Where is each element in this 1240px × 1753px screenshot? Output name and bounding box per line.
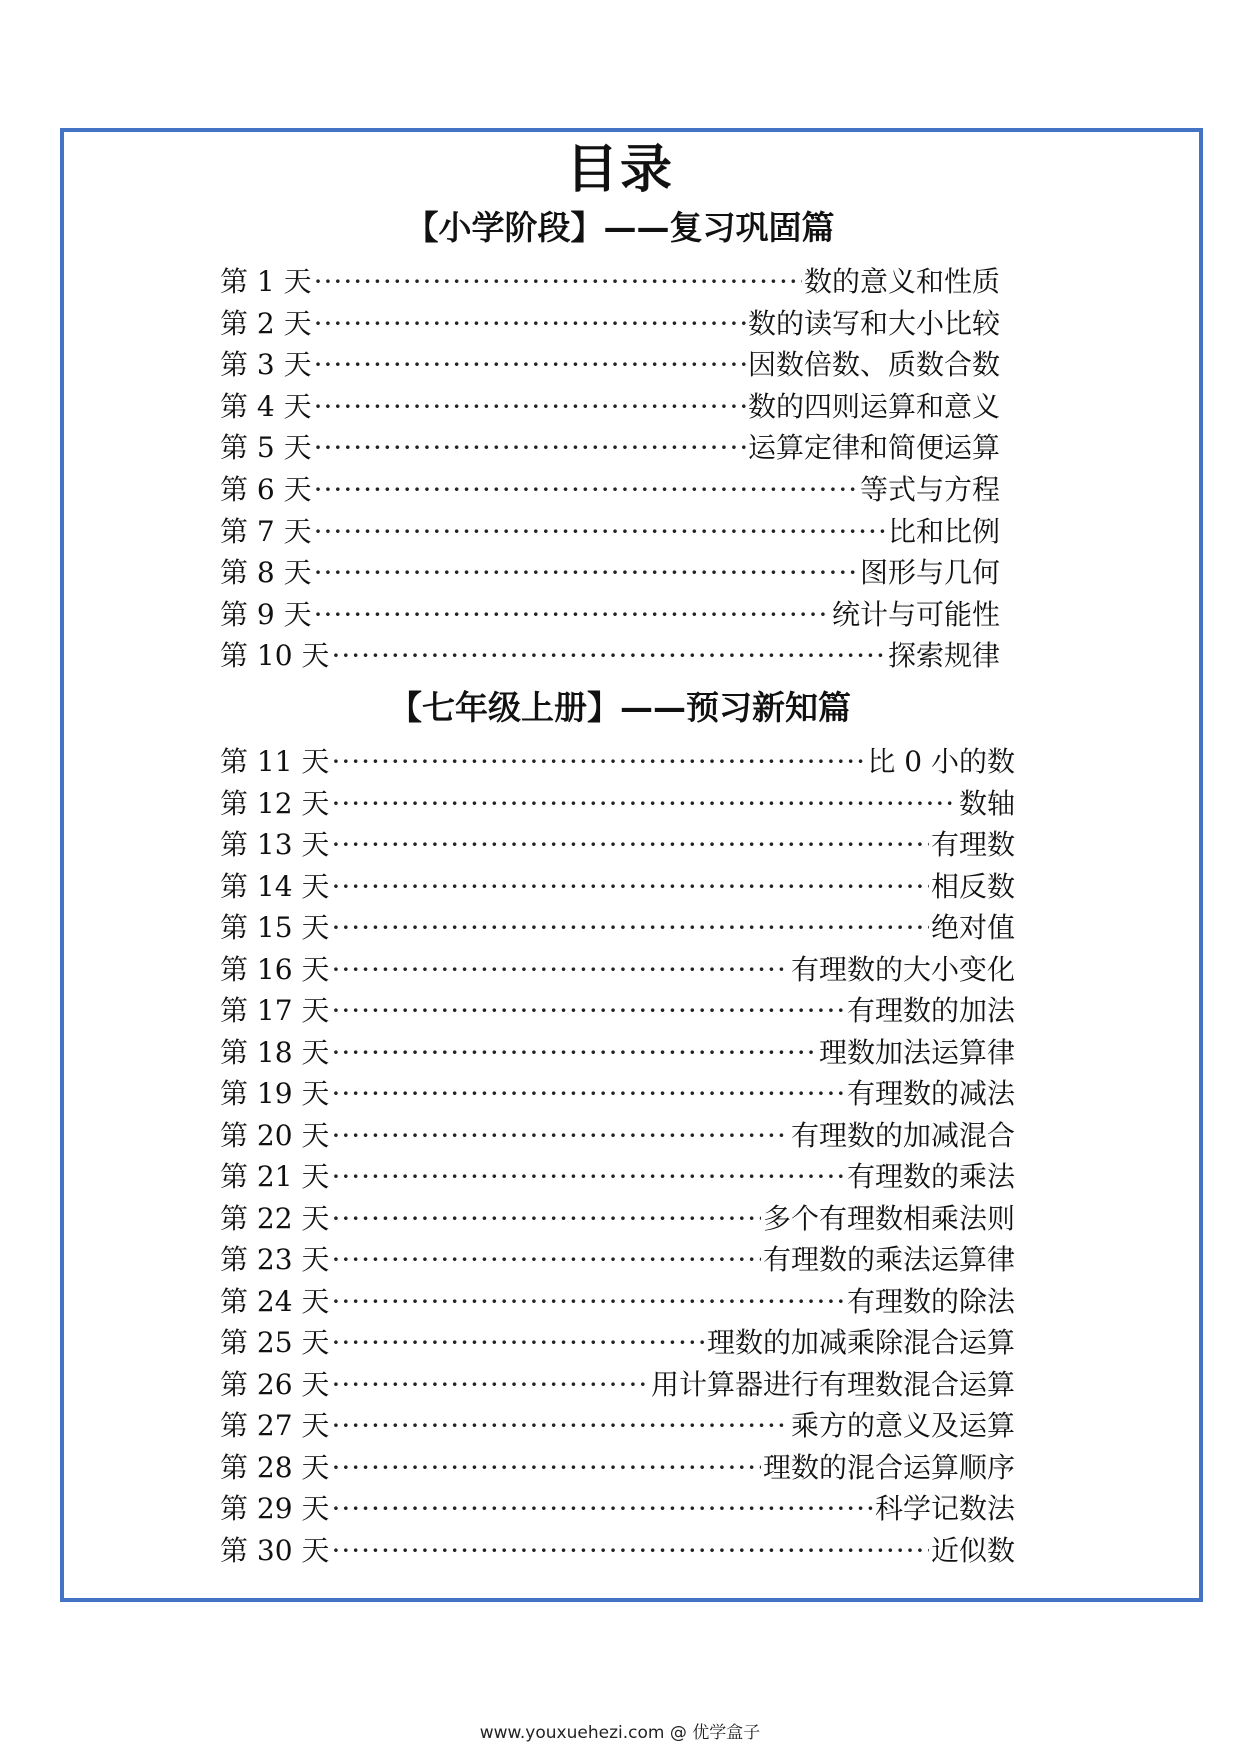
dot-leader (331, 1199, 761, 1239)
toc-entry[interactable] (220, 991, 1015, 1031)
toc-topic: 近似数 (930, 1533, 1015, 1567)
toc-entry[interactable] (220, 867, 1015, 907)
toc-day-label: 第 17 天 (220, 994, 330, 1027)
toc-day-label: 第 1 天 (220, 265, 312, 298)
toc-day-label: 第 7 天 (220, 514, 312, 548)
toc-entry[interactable] (220, 742, 1015, 782)
toc-entry[interactable] (220, 1199, 1015, 1239)
dot-leader (314, 512, 886, 552)
toc-day-label: 第 14 天 (220, 869, 330, 903)
dot-leader (314, 595, 830, 635)
toc-entry[interactable] (220, 512, 1000, 552)
toc-topic: 图形与几何 (859, 556, 1000, 590)
toc-day-label: 第 12 天 (220, 786, 330, 820)
toc-entry[interactable] (220, 1531, 1015, 1571)
toc-entry[interactable] (220, 1282, 1015, 1322)
toc-entry[interactable] (220, 1033, 1015, 1073)
toc-entry[interactable] (220, 387, 1000, 427)
toc-topic: 用计算器进行有理数混合运算 (650, 1367, 1015, 1401)
toc-topic: 数的读写和大小比较 (747, 306, 1000, 340)
toc-topic: 理数的加减乘除混合运算 (706, 1326, 1015, 1359)
toc-day-label: 第 23 天 (220, 1243, 330, 1276)
toc-day-label: 第 26 天 (220, 1367, 330, 1401)
dot-leader (331, 867, 929, 907)
footer-credit: www.youxuehezi.com @ 优学盒子 (479, 1723, 761, 1743)
toc-topic: 有理数的加法 (846, 994, 1015, 1027)
toc-topic: 数的意义和性质 (803, 265, 1000, 298)
toc-entry[interactable] (220, 428, 1000, 468)
toc-day-label: 第 27 天 (220, 1409, 330, 1442)
toc-entry[interactable] (220, 1157, 1015, 1197)
toc-entry[interactable] (220, 1365, 1015, 1405)
toc-day-label: 第 25 天 (220, 1326, 330, 1359)
toc-day-label: 第 9 天 (220, 597, 312, 631)
toc-day-label: 第 28 天 (220, 1450, 330, 1484)
toc-topic: 相反数 (930, 869, 1015, 903)
toc-topic: 有理数的除法 (846, 1284, 1015, 1318)
dot-leader (314, 553, 858, 593)
dot-leader (331, 908, 929, 948)
dot-leader (314, 304, 746, 344)
dot-leader (331, 1240, 761, 1280)
toc-day-label: 第 22 天 (220, 1201, 330, 1235)
toc-topic: 运算定律和简便运算 (747, 431, 1000, 465)
toc-entry[interactable] (220, 1074, 1015, 1114)
toc-topic: 乘方的意义及运算 (790, 1409, 1015, 1442)
toc-topic: 因数倍数、质数合数 (747, 348, 1000, 382)
toc-day-label: 第 21 天 (220, 1160, 330, 1193)
toc-topic: 理数的混合运算顺序 (762, 1450, 1015, 1484)
toc-day-label: 第 24 天 (220, 1284, 330, 1318)
toc-day-label: 第 2 天 (220, 306, 312, 340)
toc-topic: 探索规律 (887, 639, 1000, 673)
toc-topic: 理数加法运算律 (818, 1035, 1015, 1069)
toc-day-label: 第 8 天 (220, 556, 312, 590)
dot-leader (314, 470, 858, 510)
toc-day-label: 第 30 天 (220, 1533, 330, 1567)
toc-topic: 有理数的乘法运算律 (762, 1243, 1015, 1276)
section-heading-grade7: 【七年级上册】——预习新知篇 (389, 688, 851, 727)
toc-topic: 有理数 (930, 828, 1015, 861)
toc-topic: 多个有理数相乘法则 (762, 1201, 1015, 1235)
toc-day-label: 第 6 天 (220, 473, 312, 506)
toc-entry[interactable] (220, 1406, 1015, 1446)
toc-entry[interactable] (220, 1240, 1015, 1280)
toc-day-label: 第 16 天 (220, 952, 330, 986)
section-heading-primary: 【小学阶段】——复习巩固篇 (405, 208, 835, 247)
dot-leader (331, 1033, 817, 1073)
dot-leader (331, 991, 845, 1031)
toc-topic: 有理数的乘法 (846, 1160, 1015, 1193)
toc-entry[interactable] (220, 1489, 1015, 1529)
toc-day-label: 第 15 天 (220, 911, 330, 944)
toc-topic: 统计与可能性 (831, 597, 1000, 631)
toc-entry[interactable] (220, 908, 1015, 948)
toc-entry[interactable] (220, 595, 1000, 635)
dot-leader (331, 1157, 845, 1197)
dot-leader (331, 1323, 705, 1363)
toc-entry[interactable] (220, 470, 1000, 510)
toc-entry[interactable] (220, 1448, 1015, 1488)
toc-topic: 有理数的加减混合 (790, 1118, 1015, 1152)
dot-leader (314, 428, 746, 468)
dot-leader (331, 950, 789, 990)
dot-leader (331, 825, 929, 865)
dot-leader (331, 1489, 873, 1529)
toc-day-label: 第 3 天 (220, 348, 312, 382)
toc-day-label: 第 19 天 (220, 1077, 330, 1110)
toc-day-label: 第 20 天 (220, 1118, 330, 1152)
dot-leader (331, 1116, 789, 1156)
toc-topic: 数的四则运算和意义 (747, 389, 1000, 423)
toc-entry[interactable] (220, 262, 1000, 302)
dot-leader (314, 262, 802, 302)
toc-topic: 比 0 小的数 (867, 745, 1015, 778)
dot-leader (331, 636, 886, 676)
toc-day-label: 第 13 天 (220, 828, 330, 861)
toc-entry[interactable] (220, 825, 1015, 865)
toc-day-label: 第 18 天 (220, 1035, 330, 1069)
toc-day-label: 第 4 天 (220, 389, 312, 423)
toc-topic: 等式与方程 (859, 473, 1000, 506)
dot-leader (331, 784, 957, 824)
toc-topic: 比和比例 (887, 514, 1000, 548)
toc-entry[interactable] (220, 553, 1000, 593)
toc-entry[interactable] (220, 784, 1015, 824)
toc-entry[interactable] (220, 304, 1000, 344)
toc-day-label: 第 10 天 (220, 639, 330, 673)
toc-topic: 数轴 (958, 786, 1015, 820)
toc-entry[interactable] (220, 1116, 1015, 1156)
page-title: 目录 (565, 140, 674, 200)
dot-leader (331, 742, 865, 782)
toc-topic: 科学记数法 (874, 1492, 1015, 1525)
toc-day-label: 第 11 天 (220, 745, 330, 778)
dot-leader (331, 1531, 929, 1571)
toc-entry[interactable] (220, 345, 1000, 385)
dot-leader (331, 1282, 845, 1322)
toc-day-label: 第 5 天 (220, 431, 312, 465)
dot-leader (331, 1365, 649, 1405)
dot-leader (314, 345, 746, 385)
toc-entry[interactable] (220, 636, 1000, 676)
toc-day-label: 第 29 天 (220, 1492, 330, 1525)
toc-topic: 绝对值 (930, 911, 1015, 944)
toc-entry[interactable] (220, 1323, 1015, 1363)
dot-leader (331, 1448, 761, 1488)
toc-topic: 有理数的减法 (846, 1077, 1015, 1110)
toc-entry[interactable] (220, 950, 1015, 990)
dot-leader (331, 1406, 789, 1446)
dot-leader (314, 387, 746, 427)
toc-topic: 有理数的大小变化 (790, 952, 1015, 986)
dot-leader (331, 1074, 845, 1114)
